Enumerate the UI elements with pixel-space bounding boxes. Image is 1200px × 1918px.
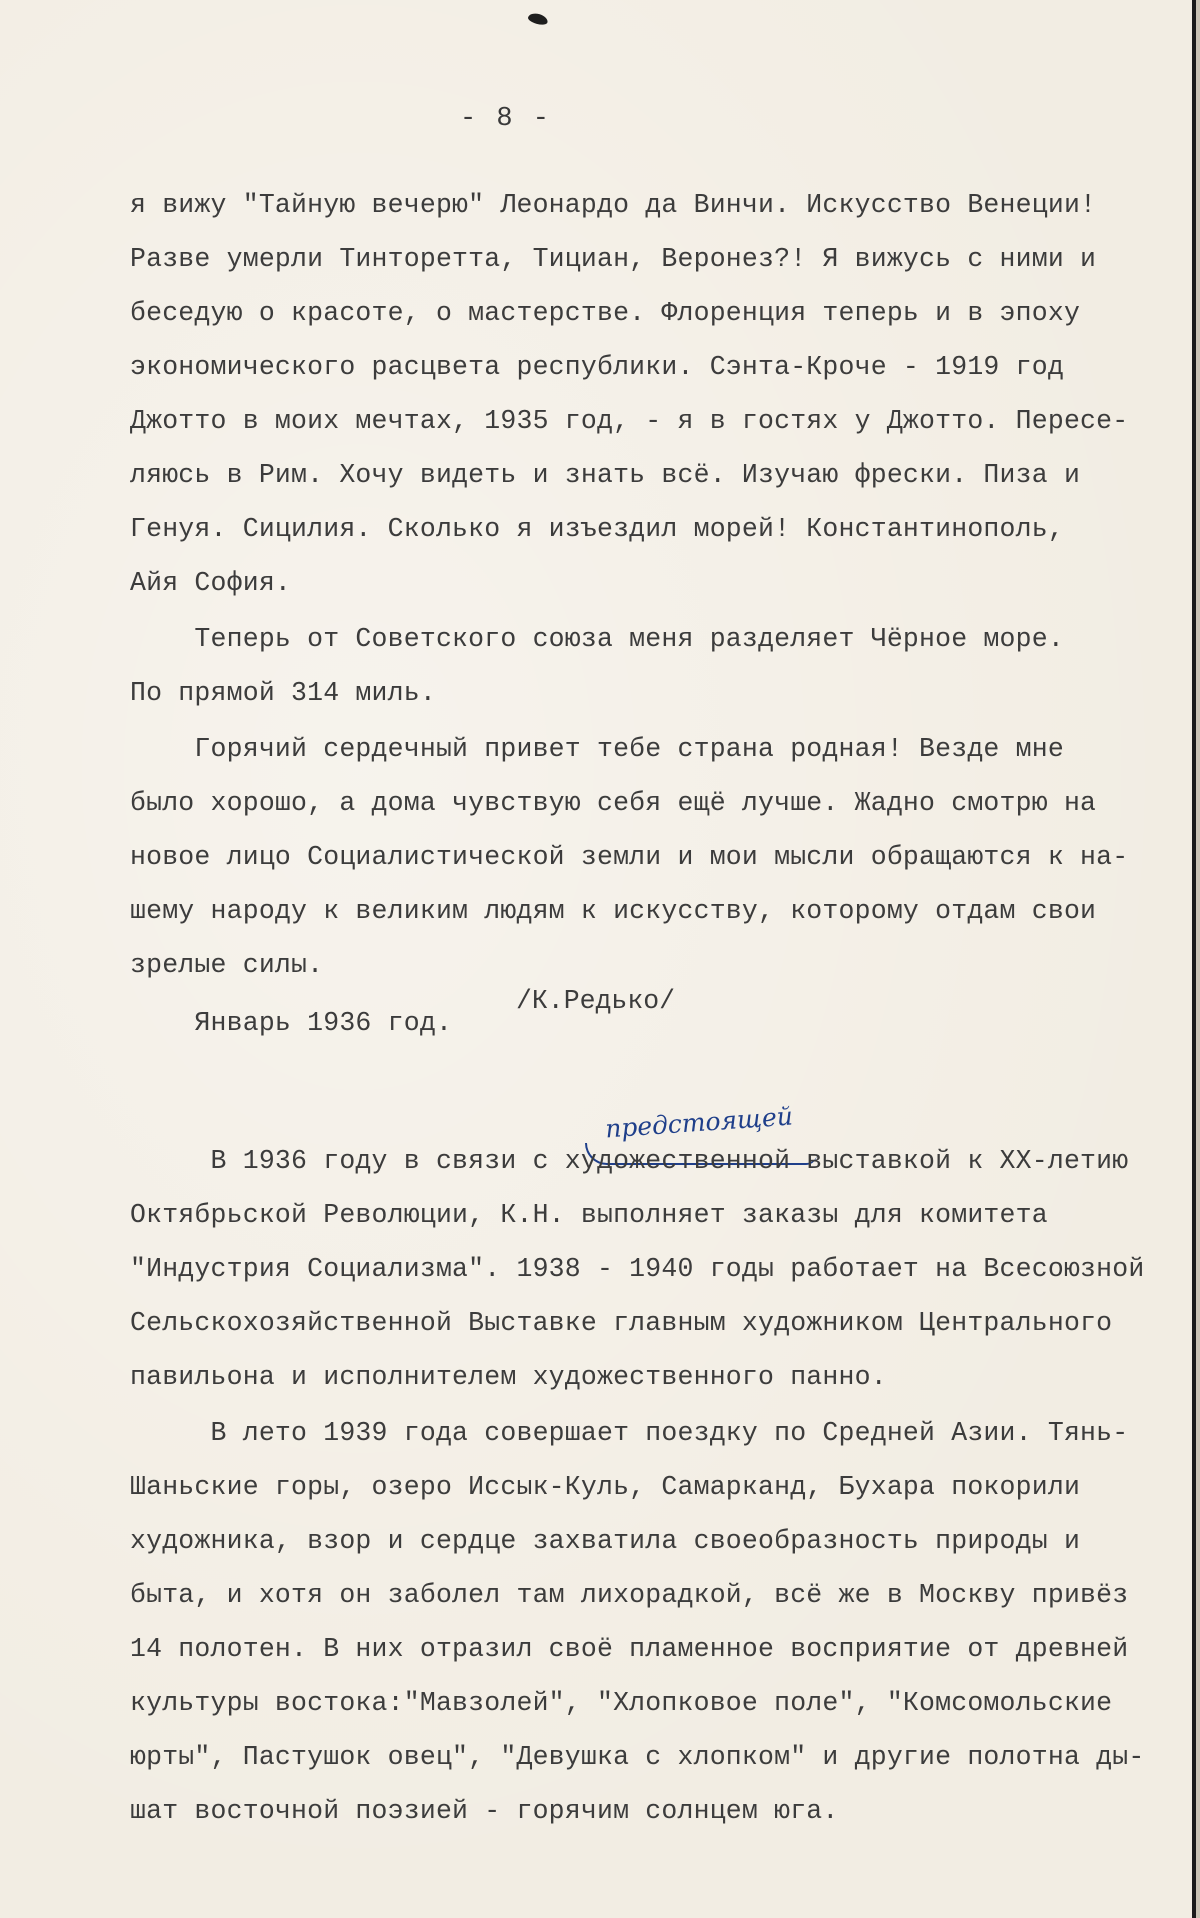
text-line: Октябрьской Революции, К.Н. выполняет заказы для комитета [130,1200,1048,1230]
text-line: павильона и исполнителем художественного панно. [130,1362,887,1392]
text-line: Горячий сердечный привет тебе страна родная! Везде мне [130,734,1064,764]
signature: /К.Редько/ [516,986,676,1016]
ink-mark [527,12,549,27]
text-line: было хорошо, а дома чувствую себя ещё лучше. Жадно смотрю на [130,788,1097,818]
text-line: юрты", Пастушок овец", "Девушка с хлопком" и другие полотна ды- [130,1742,1145,1772]
text-line: художника, взор и сердце захватила своеобразность природы и [130,1526,1081,1556]
text-line: 14 полотен. В них отразил своё пламенное восприятие от древней [130,1634,1129,1664]
text-line: Сельскохозяйственной Выставке главным художником Центрального [130,1308,1113,1338]
handwritten-insert: предстоящей [604,1101,794,1144]
text-line: Генуя. Сицилия. Сколько я изъездил морей! Константинополь, [130,514,1064,544]
text-line: В 1936 году в связи с художественной выставкой к ХХ-летию [130,1146,1129,1176]
text-line: культуры востока:"Мавзолей", "Хлопковое поле", "Комсомольские [130,1688,1113,1718]
text-line: Айя София. [130,568,292,598]
text-line: зрелые силы. [130,950,324,980]
text-line: шему народу к великим людям к искусству, которому отдам свои [130,896,1097,926]
text-line: По прямой 314 миль. [130,678,436,708]
text-line: экономического расцвета республики. Сэнта-Кроче - 1919 год [130,352,1064,382]
text-line: беседую о красоте, о мастерстве. Флоренция теперь и в эпоху [130,298,1081,328]
page-edge [1192,0,1196,1918]
text-line: быта, и хотя он заболел там лихорадкой, всё же в Москву привёз [130,1580,1129,1610]
date-line: Январь 1936 год. [130,1008,453,1038]
text-line: новое лицо Социалистической земли и мои мысли обращаются к на- [130,842,1129,872]
text-line: шат восточной поэзией - горячим солнцем юга. [130,1796,839,1826]
page-number: - 8 - [460,104,552,134]
text-line: В лето 1939 года совершает поездку по Средней Азии. Тянь- [130,1418,1129,1448]
text-line: Джотто в моих мечтах, 1935 год, - я в гостях у Джотто. Пересе- [130,406,1129,436]
text-line: я вижу "Тайную вечерю" Леонардо да Винчи. Искусство Венеции! [130,190,1097,220]
text-line: "Индустрия Социализма". 1938 - 1940 годы работает на Всесоюзной [130,1254,1145,1284]
text-line: Теперь от Советского союза меня разделяет Чёрное море. [130,624,1064,654]
text-line: Разве умерли Тинторетта, Тициан, Веронез?! Я вижусь с ними и [130,244,1097,274]
text-line: ляюсь в Рим. Хочу видеть и знать всё. Изучаю фрески. Пиза и [130,460,1081,490]
text-line: Шаньские горы, озеро Иссык-Куль, Самарканд, Бухара покорили [130,1472,1081,1502]
